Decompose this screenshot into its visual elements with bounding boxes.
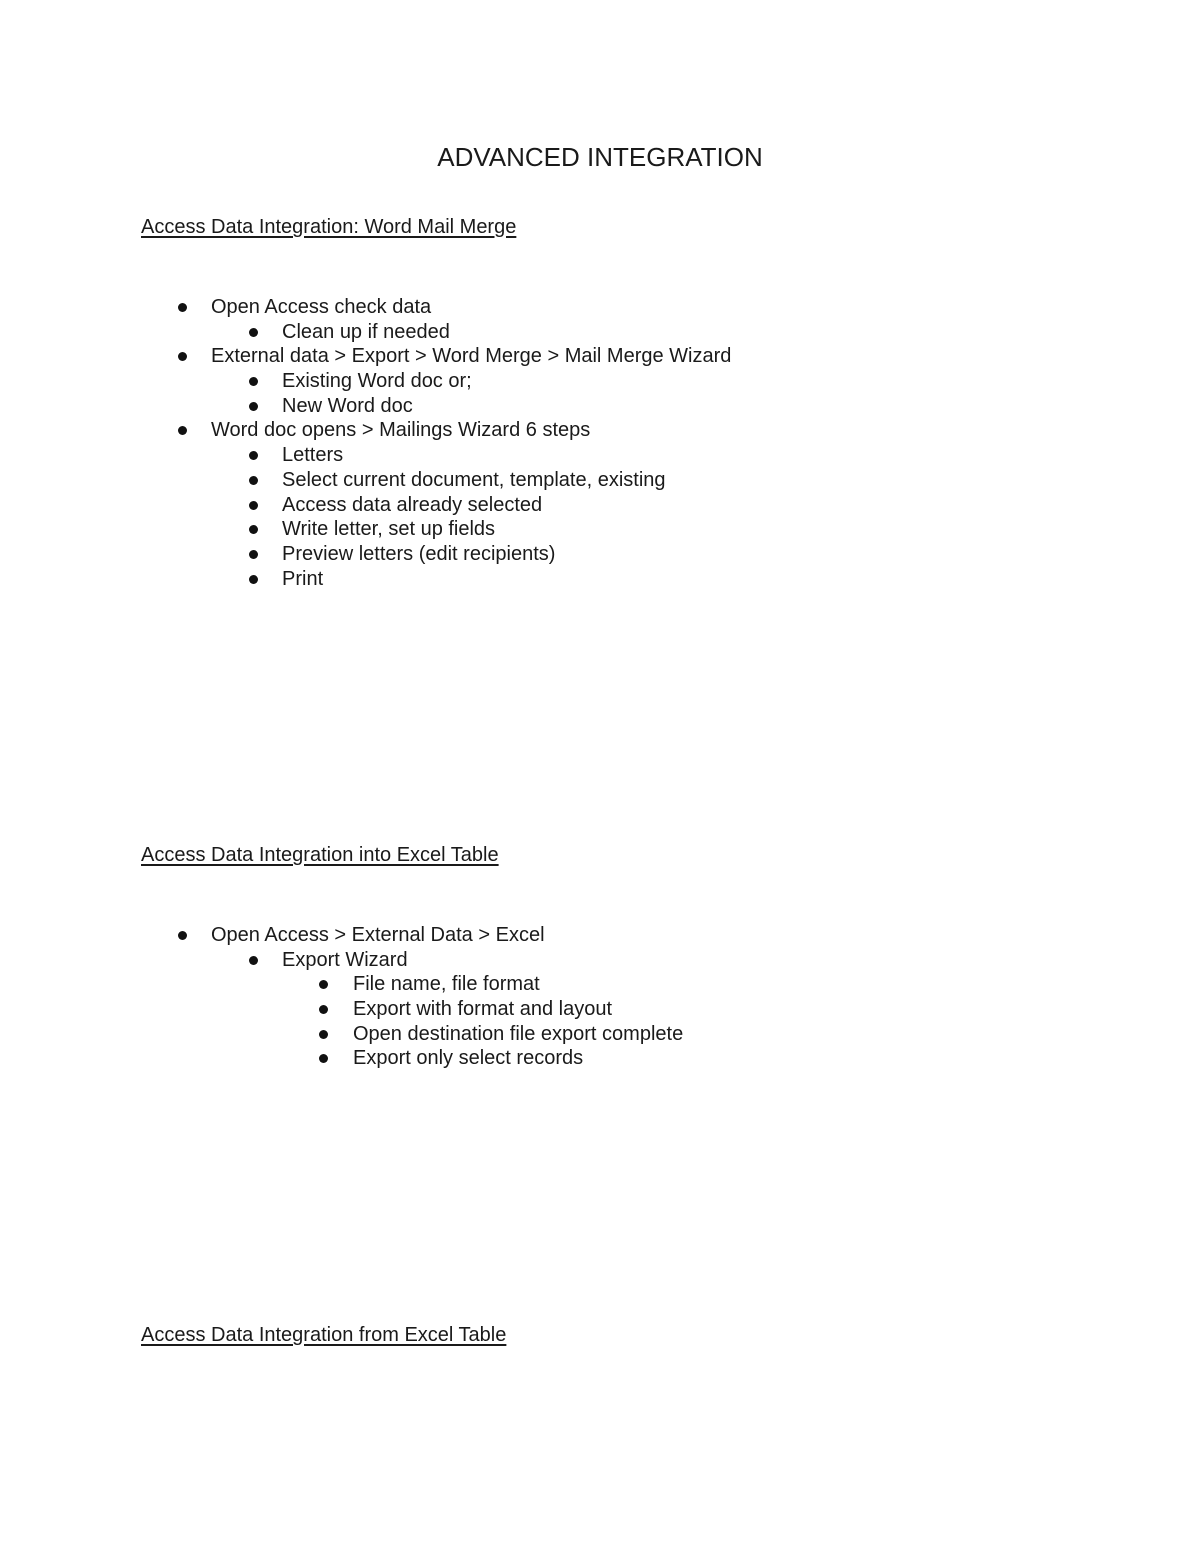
list-item: [0, 1022, 683, 1047]
list-item-text: Select current document, template, existing: [282, 468, 666, 491]
bullet-icon: [319, 1005, 328, 1014]
bullet-icon: [249, 402, 258, 411]
list-item-text: Export with format and layout: [353, 998, 613, 1021]
list-item: [0, 1046, 683, 1071]
bullet-icon: [178, 931, 187, 940]
excel-export-list: [0, 923, 683, 1071]
list-item-text: Clean up if needed: [282, 320, 450, 343]
list-item: [0, 493, 731, 518]
list-item-text: New Word doc: [282, 394, 413, 417]
list-item-text: Open Access > External Data > Excel: [211, 924, 545, 946]
list-item-text: Existing Word doc or;: [282, 370, 472, 393]
list-item: [0, 369, 731, 394]
section-heading-excel-export: Access Data Integration into Excel Table: [141, 844, 499, 866]
bullet-icon: [249, 575, 258, 584]
list-item: [0, 923, 683, 948]
bullet-icon: [319, 1054, 328, 1063]
list-item: [0, 997, 683, 1022]
page-title: ADVANCED INTEGRATION: [437, 142, 763, 172]
list-item: [0, 443, 731, 468]
bullet-icon: [249, 956, 258, 965]
list-item: [0, 567, 731, 592]
list-item-text: File name, file format: [353, 973, 540, 996]
bullet-icon: [319, 980, 328, 989]
list-item-text: Export Wizard: [282, 948, 408, 971]
list-item: [0, 394, 731, 419]
list-item: [0, 517, 731, 542]
list-item: [0, 972, 683, 997]
list-item-text: Write letter, set up fields: [282, 518, 496, 541]
list-item: [0, 418, 731, 443]
list-item-text: Word doc opens > Mailings Wizard 6 steps: [211, 419, 591, 442]
word-mail-merge-list: [0, 295, 731, 591]
bullet-icon: [178, 303, 187, 312]
list-item-text: Print: [282, 567, 324, 590]
list-item-text: Access data already selected: [282, 493, 543, 516]
list-item-text: Open Access check data: [211, 296, 432, 318]
bullet-icon: [249, 550, 258, 559]
list-item: [0, 320, 731, 345]
section-heading-excel-import: Access Data Integration from Excel Table: [141, 1324, 507, 1346]
bullet-icon: [178, 352, 187, 361]
bullet-icon: [319, 1030, 328, 1039]
bullet-icon: [249, 451, 258, 460]
list-item-text: Preview letters (edit recipients): [282, 542, 556, 565]
list-item-text: Letters: [282, 444, 344, 467]
list-item: [0, 468, 731, 493]
list-item: [0, 344, 731, 369]
list-item-text: Open destination file export complete: [353, 1022, 684, 1045]
list-item: [0, 295, 731, 320]
list-item-text: External data > Export > Word Merge > Mail Merge Wizard: [211, 345, 732, 368]
bullet-icon: [249, 525, 258, 534]
list-item-text: Export only select records: [353, 1047, 584, 1070]
bullet-icon: [249, 377, 258, 386]
section-heading-word-mail-merge: Access Data Integration: Word Mail Merge: [141, 216, 517, 238]
bullet-icon: [249, 501, 258, 510]
bullet-icon: [249, 328, 258, 337]
bullet-icon: [178, 426, 187, 435]
list-item: [0, 948, 683, 973]
bullet-icon: [249, 476, 258, 485]
list-item: [0, 542, 731, 567]
